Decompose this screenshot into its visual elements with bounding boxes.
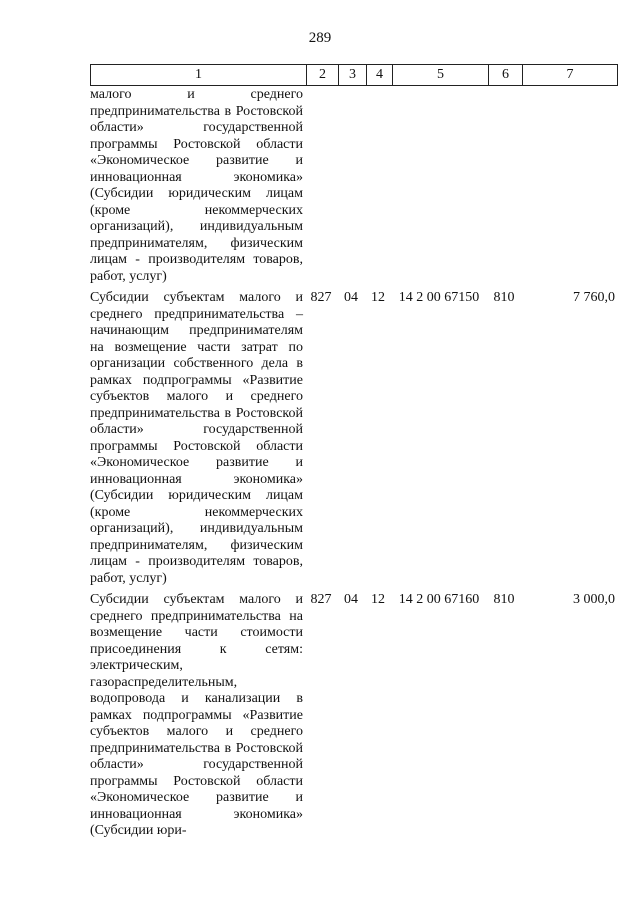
column-header-6: 6 xyxy=(488,65,522,85)
column-header-2: 2 xyxy=(306,65,338,85)
row-amount: 3 000,0 xyxy=(573,592,615,607)
row-section-code: 04 xyxy=(344,290,358,305)
row-target-article xyxy=(391,87,487,285)
column-header-4: 4 xyxy=(366,65,392,85)
row-section-code xyxy=(337,87,365,285)
column-header-5: 5 xyxy=(392,65,488,85)
row-subsection-code xyxy=(365,87,391,285)
row-subsection-code: 12 xyxy=(371,592,385,607)
column-header-1: 1 xyxy=(195,67,202,82)
row-subsection-code: 12 xyxy=(371,290,385,305)
row-ministry-code: 827 xyxy=(310,290,332,305)
table-header xyxy=(90,64,618,86)
row-amount: 7 760,0 xyxy=(573,290,615,305)
table-body xyxy=(90,87,616,840)
table-row xyxy=(90,592,616,840)
row-ministry-code xyxy=(305,87,337,285)
table-row xyxy=(90,290,616,587)
table-row xyxy=(90,87,616,285)
row-target-article: 14 2 00 67150 xyxy=(398,290,480,305)
row-section-code: 04 xyxy=(344,592,358,607)
row-expense-type xyxy=(487,87,521,285)
row-expense-type: 810 xyxy=(493,290,515,305)
row-ministry-code: 827 xyxy=(310,592,332,607)
column-header-7: 7 xyxy=(522,65,617,85)
row-target-article: 14 2 00 67160 xyxy=(398,592,480,607)
row-expense-type: 810 xyxy=(493,592,515,607)
row-description: малого и среднего предпринимательства в Ростовской области» государственной программы Ростовской области «Экономическое развитие и инновационная экономика» (Субсидии юридическим лицам (кроме некоммерческих организаций), индивидуальным предпринимателям, физическим лицам - производителям товаров, работ, услуг) xyxy=(90,87,303,284)
column-header-3: 3 xyxy=(338,65,366,85)
page-number: 289 xyxy=(308,30,332,46)
row-amount xyxy=(521,87,616,285)
row-description: Субсидии субъектам малого и среднего предпринимательства – начинающим предпринимателям на возмещение части затрат по организации собственного дела в рамках подпрограммы «Развитие субъектов малого и среднего предпринимательства в Ростовской области» государственной программы Ростовской области «Экономическое развитие и инновационная экономика» (Субсидии юридическим лицам (кроме некоммерческих организаций), индивидуальным предпринимателям, физическим лицам - производителям товаров, работ, услуг) xyxy=(90,290,303,586)
row-description: Субсидии субъектам малого и среднего предпринимательства на возмещение части стоимости присоединения к сетям: электрическим, газораспределительным, водопровода и канализации в рамках подпрограммы «Развитие субъектов малого и среднего предпринимательства в Ростовской области» государственной программы Ростовской области «Экономическое развитие и инновационная экономика» (Субсидии юри- xyxy=(90,592,303,838)
